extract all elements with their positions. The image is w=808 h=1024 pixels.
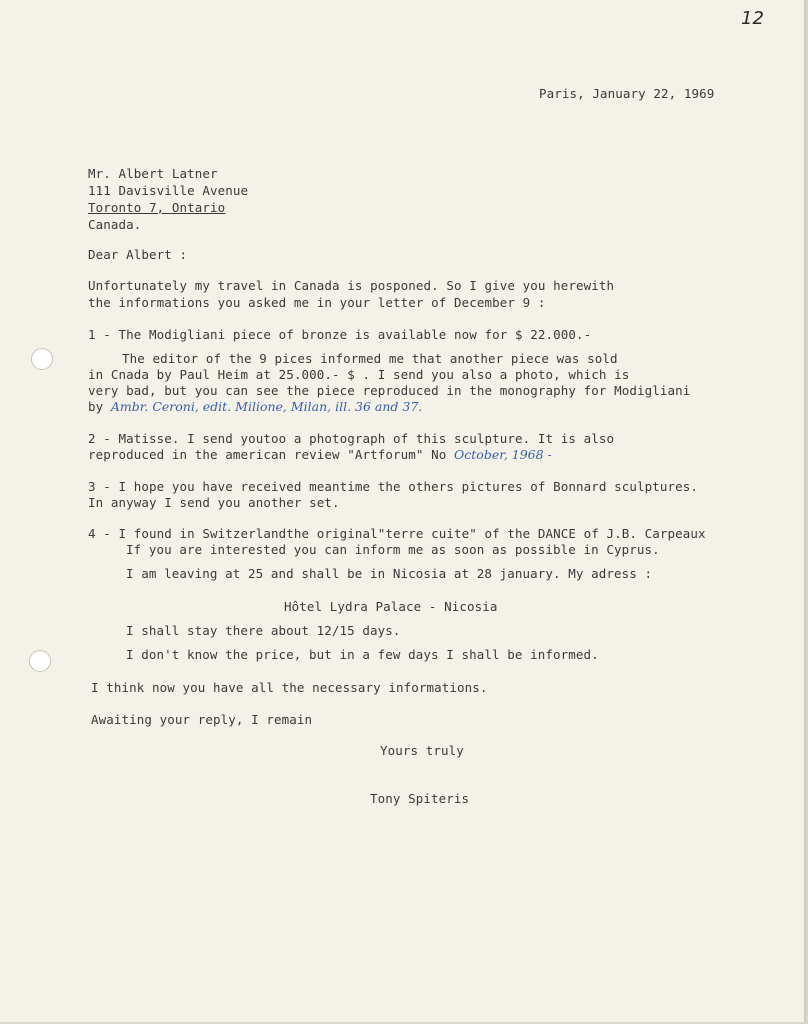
item3-line-2: In anyway I send you another set.	[88, 495, 340, 510]
item1-line-1: 1 - The Modigliani piece of bronze is available now for $ 22.000.-	[88, 327, 592, 342]
punch-hole-top	[31, 348, 53, 370]
signature-name: Tony Spiteris	[370, 791, 470, 806]
item1-line-5-typed: by	[88, 399, 111, 414]
letter-date: Paris, January 22, 1969	[539, 86, 715, 101]
item2-line-1: 2 - Matisse. I send youtoo a photograph of this sculpture. It is also	[88, 431, 615, 446]
sign-off: Yours truly	[380, 743, 464, 758]
item1-line-2: The editor of the 9 pices informed me that another piece was sold	[122, 351, 618, 366]
recipient-name: Mr. Albert Latner	[88, 166, 218, 181]
handwritten-issue: October, 1968 -	[454, 447, 552, 462]
item3-line-1: 3 - I hope you have received meantime the others pictures of Bonnard sculptures.	[88, 479, 699, 494]
item4-line-4: I shall stay there about 12/15 days.	[126, 623, 401, 638]
item1-line-4: very bad, but you can see the piece reproduced in the monography for Modigliani	[88, 383, 691, 398]
item4-line-1: 4 - I found in Switzerlandthe original"terre cuite" of the DANCE of J.B. Carpeaux	[88, 526, 706, 541]
item2-line-2	[88, 447, 552, 463]
recipient-country: Canada.	[88, 217, 142, 232]
item1-line-3: in Cnada by Paul Heim at 25.000.- $ . I send you also a photo, which is	[88, 367, 630, 382]
punch-hole-bottom	[29, 650, 51, 672]
item2-line-2-typed: reproduced in the american review "Artforum" No	[88, 447, 455, 462]
page-number: 12	[741, 8, 764, 29]
salutation: Dear Albert :	[88, 247, 188, 262]
recipient-street: 111 Davisville Avenue	[88, 183, 249, 198]
closing-line-1: I think now you have all the necessary informations.	[91, 680, 488, 695]
item4-line-3: I am leaving at 25 and shall be in Nicosia at 28 january. My adress :	[126, 566, 653, 581]
item4-line-5: I don't know the price, but in a few days I shall be informed.	[126, 647, 599, 662]
item4-line-2: If you are interested you can inform me as soon as possible in Cyprus.	[126, 542, 660, 557]
intro-line-1: Unfortunately my travel in Canada is posponed. So I give you herewith	[88, 278, 615, 293]
handwritten-reference: Ambr. Ceroni, edit. Milione, Milan, ill. 36 and 37.	[110, 399, 423, 414]
item1-line-5	[88, 399, 422, 415]
intro-line-2: the informations you asked me in your letter of December 9 :	[88, 295, 546, 310]
closing-line-2: Awaiting your reply, I remain	[91, 712, 313, 727]
recipient-city: Toronto 7, Ontario	[88, 200, 226, 215]
item4-address: Hôtel Lydra Palace - Nicosia	[284, 599, 498, 614]
